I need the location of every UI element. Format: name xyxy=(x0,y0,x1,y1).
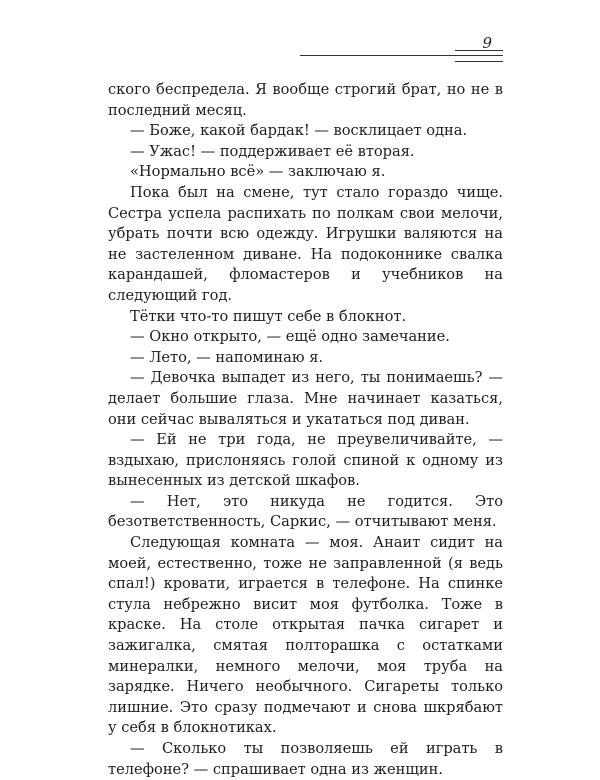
text-body xyxy=(108,80,503,780)
header-rule-bottom xyxy=(455,61,503,62)
paragraph: Следующая комната — моя. Анаит сидит на моей, естественно, тоже не заправленной (я ведь спал!) кровати, играется в телефоне. На спинке стула небрежно висит моя футболка. Тоже в краске. На столе открытая пачка сигарет и зажигалка, смятая полторашка с остатками минералки, немного мелочи, моя труба на зарядке. Ничего необычного. Сигареты только лишние. Это сразу подмечают и снова шкрябают у себя в блокнотиках. xyxy=(108,534,503,737)
paragraph: — Ей не три года, не преувеличивайте, — вздыхаю, прислоняясь голой спиной к одному из вынесенных из детской шкафов. xyxy=(108,431,503,490)
paragraph: — Лето, — напоминаю я. xyxy=(130,348,324,366)
paragraph: — Боже, какой бардак! — восклицает одна. xyxy=(130,122,468,140)
paragraph: «Нормально всё» — заключаю я. xyxy=(130,163,386,181)
paragraph: — Нет, это никуда не годится. Это безответственность, Саркис, — отчитывают меня. xyxy=(108,492,503,531)
paragraph: — Девочка выпадет из него, ты понимаешь? — делает большие глаза. Мне начинает казаться, они сейчас вываляться и укататься под диван. xyxy=(108,369,503,428)
paragraph: — Сколько ты позволяешь ей играть в телефоне? — спрашивает одна из женщин. xyxy=(108,740,503,778)
paragraph: — Окно открыто, — ещё одно замечание. xyxy=(130,328,450,346)
header-rule-top xyxy=(455,50,503,51)
paragraph: ского беспредела. Я вообще строгий брат, но не в последний месяц. xyxy=(108,81,503,119)
paragraph: — Ужас! — поддерживает её вторая. xyxy=(130,142,415,160)
paragraph: Тётки что-то пишут себе в блокнот. xyxy=(130,307,407,325)
header-rule-long xyxy=(300,55,503,56)
page-number: 9 xyxy=(482,34,492,52)
paragraph: Пока был на смене, тут стало гораздо чище. Сестра успела распихать по полкам свои мелочи, убрать почти всю одежду. Игрушки валяются на не застеленном диване. На подоконнике свалка карандашей, фломастеров и учебников на следующий год. xyxy=(108,183,503,304)
page-header xyxy=(0,0,600,70)
